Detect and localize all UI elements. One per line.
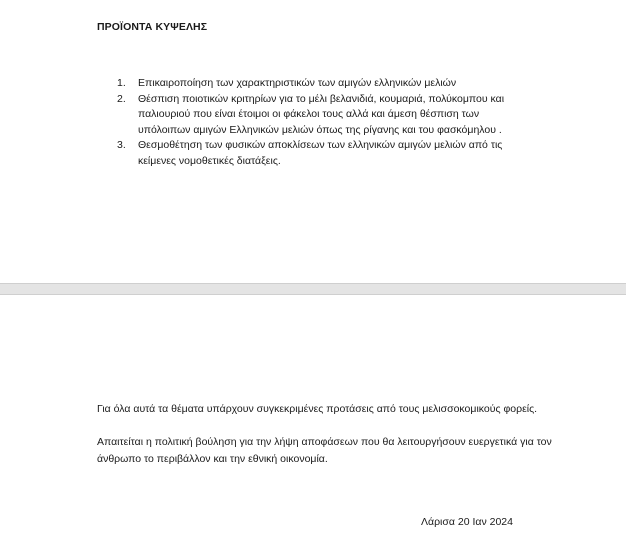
paragraph-proposals: Για όλα αυτά τα θέματα υπάρχουν συγκεκριμένες προτάσεις από τους μελισσοκομικούς φορείς. (97, 403, 538, 415)
page-separator (0, 283, 626, 295)
list-item-text: Επικαιροποίηση των χαρακτηριστικών των αμιγών ελληνικών μελιών (138, 77, 457, 89)
list-item-text: Θεσμοθέτηση των φυσικών αποκλίσεων των ελληνικών αμιγών μελιών από τις κείμενες νομοθετικές διατάξεις. (138, 139, 503, 167)
paragraph-political-will: Απαιτείται η πολιτική βούληση για την λήψη αποφάσεων που θα λειτουργήσουν ευεργετικά για τον άνθρωπο το περιβάλλον και την εθνική οικονομία. (97, 436, 552, 465)
list-item-text: Θέσπιση ποιοτικών κριτηρίων για το μέλι βελανιδιά, κουμαριά, πολύκομπου και παλιουριού που είναι έτοιμοι οι φάκελοι τους αλλά και άμεση θέσπιση των υπόλοιπων αμιγών Ελληνικών μελιών όπως της ρίγανης και του φασκόμηλου . (138, 92, 505, 136)
document-page-2 (0, 295, 626, 541)
list-item (97, 138, 527, 169)
section-heading: ΠΡΟΪΟΝΤΑ ΚΥΨΕΛΗΣ (97, 21, 208, 33)
list-item-number: 1. (117, 77, 126, 89)
list-item-number: 3. (117, 139, 126, 151)
list-item-number: 2. (117, 92, 126, 105)
list-item (97, 76, 527, 92)
place-date-signoff: Λάρισα 20 Ιαν 2024 (421, 516, 513, 528)
list-item (97, 92, 527, 139)
numbered-list (97, 76, 527, 169)
